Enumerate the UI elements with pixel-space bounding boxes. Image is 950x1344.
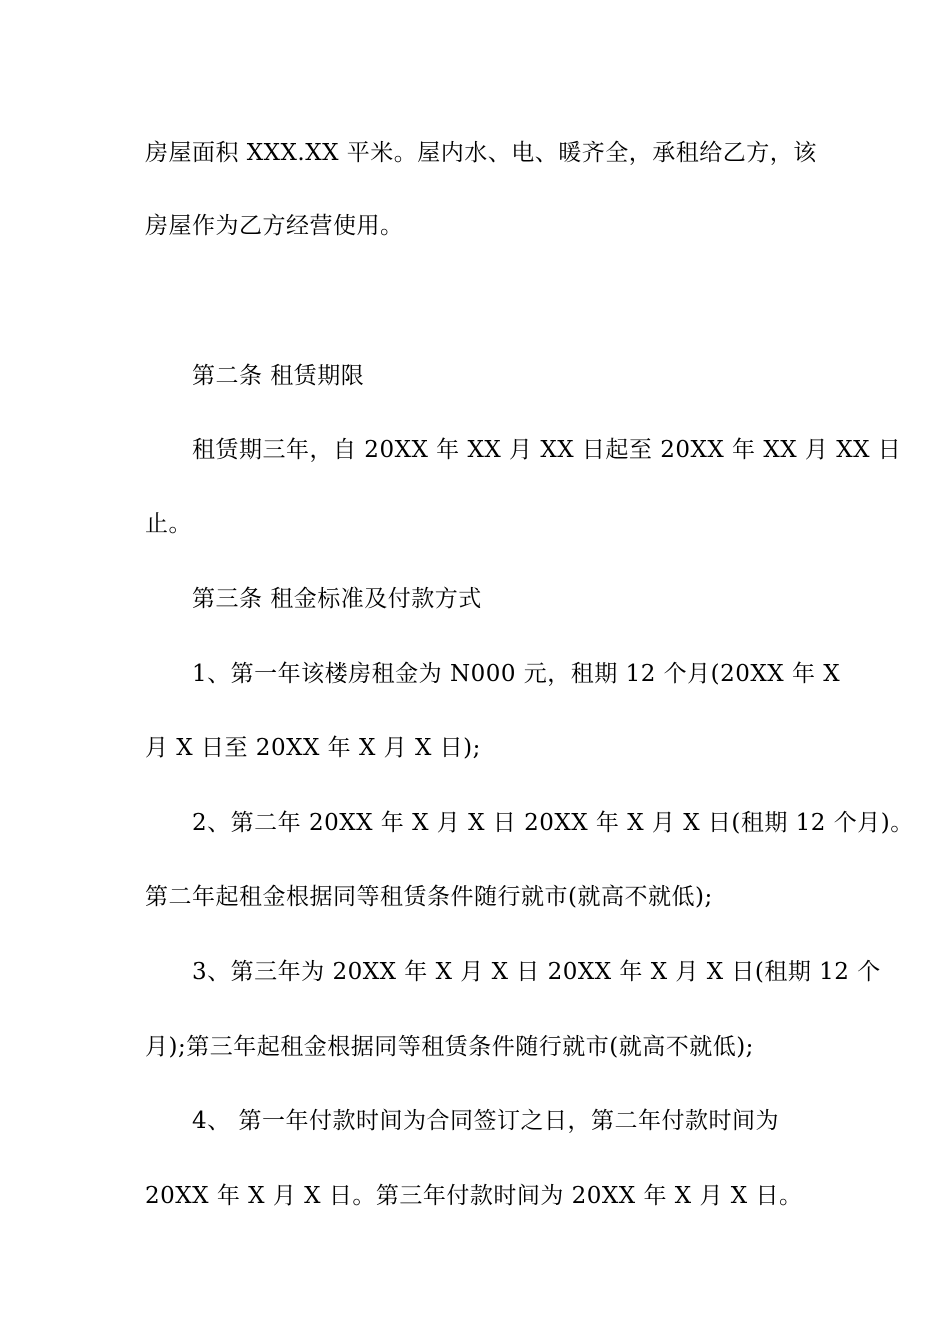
item-4-line-2: 20XX 年 X 月 X 日。第三年付款时间为 20XX 年 X 月 X 日。 (145, 1183, 803, 1209)
paragraph-line-3: 租赁期三年，自 20XX 年 XX 月 XX 日起至 20XX 年 XX 月 XX 日 (192, 437, 902, 463)
item-3-line-2: 月);第三年起租金根据同等租赁条件随行就市(就高不就低); (145, 1034, 754, 1060)
paragraph-line-1: 房屋面积 XXX.XX 平米。屋内水、电、暖齐全，承租给乙方，该 (145, 140, 817, 166)
item-1-line-1: 1、第一年该楼房租金为 N000 元，租期 12 个月(20XX 年 X (192, 661, 841, 687)
item-1-line-2: 月 X 日至 20XX 年 X 月 X 日); (145, 735, 481, 761)
item-3-line-1: 3、第三年为 20XX 年 X 月 X 日 20XX 年 X 月 X 日(租期 12 个 (192, 959, 881, 985)
item-2-line-1: 2、第二年 20XX 年 X 月 X 日 20XX 年 X 月 X 日(租期 12 个月)。 (192, 810, 914, 836)
item-4-line-1: 4、 第一年付款时间为合同签订之日，第二年付款时间为 (192, 1108, 779, 1134)
paragraph-line-4: 止。 (145, 511, 192, 537)
article-2-heading: 第二条 租赁期限 (192, 363, 365, 389)
item-2-line-2: 第二年起租金根据同等租赁条件随行就市(就高不就低); (145, 884, 713, 910)
article-3-heading: 第三条 租金标准及付款方式 (192, 586, 482, 612)
paragraph-line-2: 房屋作为乙方经营使用。 (145, 213, 404, 239)
